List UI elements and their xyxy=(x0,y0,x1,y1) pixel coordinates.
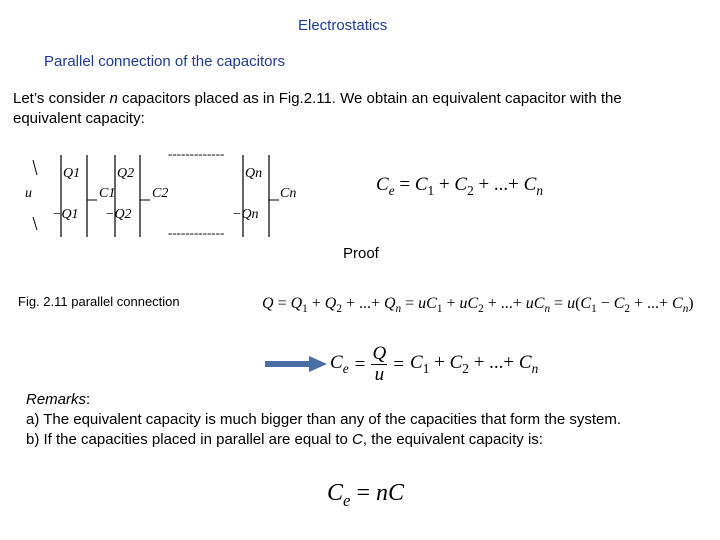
label-minus-qn: −Qn xyxy=(232,207,259,222)
label-minus-q2: −Q2 xyxy=(105,207,132,222)
label-cn: Cn xyxy=(280,186,297,201)
capacitor-circuit-figure xyxy=(25,145,305,245)
remark-a: a) The equivalent capacity is much bigger than any of the capacities that form the system. xyxy=(26,411,622,428)
implies-arrow-icon xyxy=(265,356,327,372)
figure-caption: Fig. 2.11 parallel connection xyxy=(18,294,180,309)
remarks-label: Remarks xyxy=(26,391,87,408)
equivalent-capacity-equation: $C_e = C_1 + C_2$ + ...+ $C_n$ xyxy=(376,174,543,198)
proof-equation: $Q = Q_1 + Q_2$ + ...+ $Q_n = uC_1 + uC_2$ + ...+ $uC_n = u(C_1 - C_2$ + ...+ $C_n$) xyxy=(262,295,694,316)
remark-b-pre: b) If the capacities placed in parallel are equal to xyxy=(26,431,353,448)
label-qn: Qn xyxy=(245,166,263,181)
label-c2: C2 xyxy=(152,186,169,201)
remarks-block: Remarks: a) The equivalent capacity is much bigger than any of the capacities that form the system. b) If the capacities placed in parallel are equal to C, the equivalent capacity is: xyxy=(26,391,622,448)
label-q1: Q1 xyxy=(63,166,81,181)
page-title: Electrostatics xyxy=(298,17,388,34)
label-q2: Q2 xyxy=(117,166,135,181)
remark-b-c: C xyxy=(352,431,363,448)
intro-line2: equivalent capacity: xyxy=(13,110,145,127)
label-minus-q1: −Q1 xyxy=(52,207,79,222)
intro-n: n xyxy=(109,90,118,107)
intro-paragraph xyxy=(13,89,713,129)
final-equation: $C_e$ = nC xyxy=(327,480,405,510)
remark-b-post: , the equivalent capacity is: xyxy=(362,431,543,448)
intro-line1-b: capacitors placed as in Fig.2.11. We obtain an equivalent capacitor with the xyxy=(117,90,622,107)
label-u: u xyxy=(25,186,32,201)
label-c1: C1 xyxy=(99,186,116,201)
intro-line1-a: Let’s consider xyxy=(13,90,110,107)
dashes-top: ------------- xyxy=(168,146,225,161)
ratio-equation: $C_e$ = $\frac{Q}{u}$ = $C_1 + C_2$ + ...+ $C_n$ xyxy=(330,343,539,385)
section-title: Parallel connection of the capacitors xyxy=(44,53,285,70)
proof-label: Proof xyxy=(343,245,379,262)
dashes-bottom: ------------- xyxy=(168,225,225,240)
